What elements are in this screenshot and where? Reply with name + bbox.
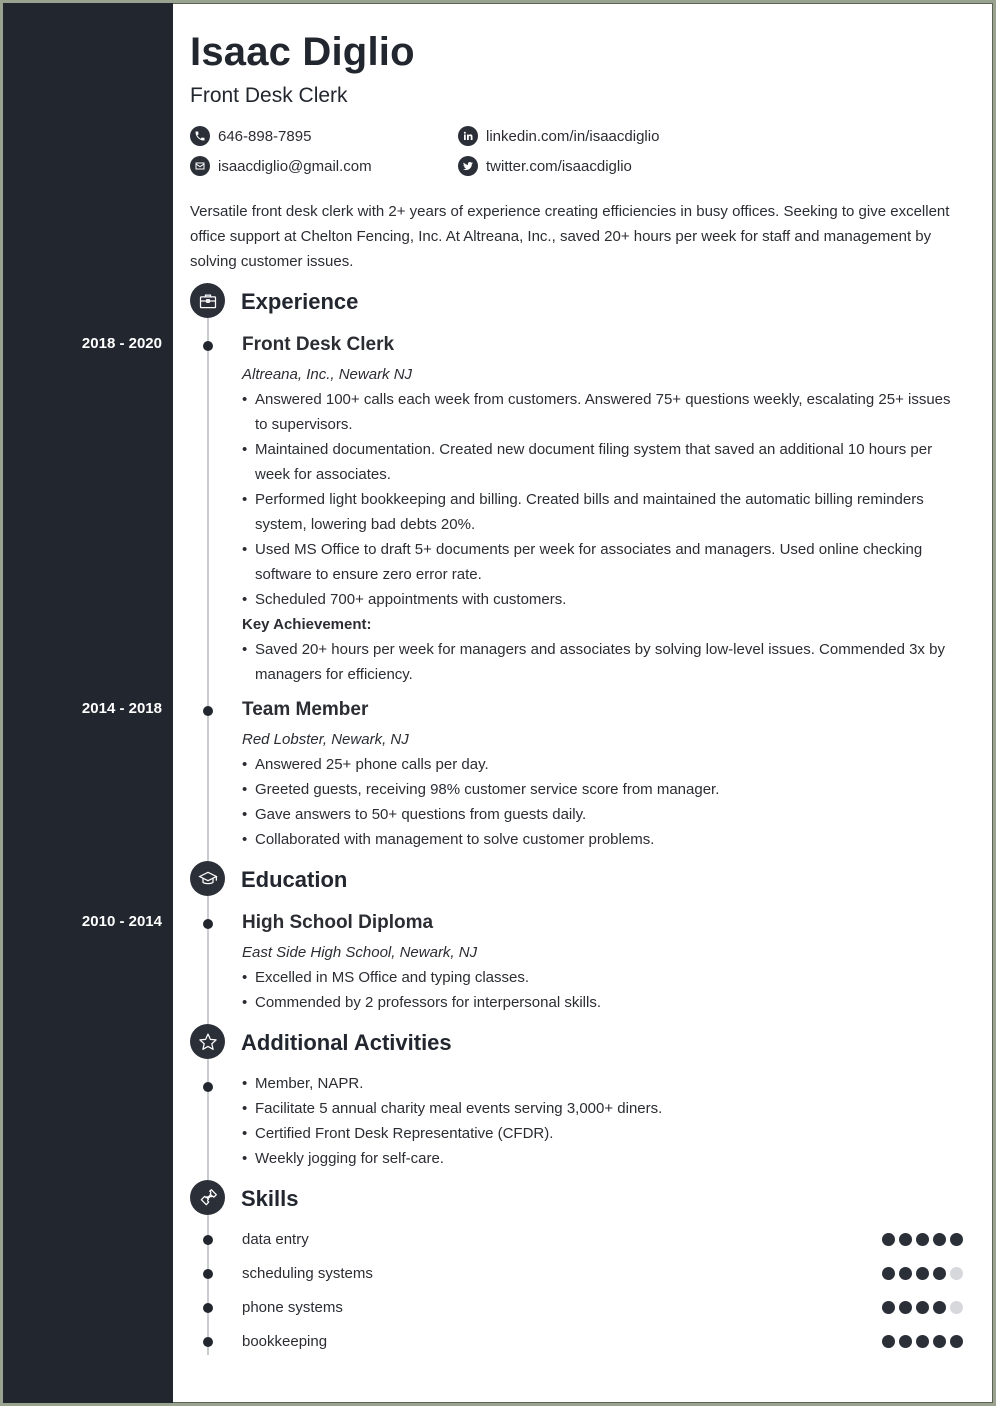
job-title: Team Member [242,699,369,720]
education-bullets [242,965,957,1015]
rating-dot-filled [899,1267,912,1280]
job-dates: 2014 - 2018 [81,700,162,717]
job-bullets [242,387,957,612]
twitter-link[interactable]: twitter.com/isaacdiglio [486,157,632,175]
skill-rating [882,1301,963,1314]
school-name: East Side High School, Newark, NJ [242,944,478,961]
profile-summary: Versatile front desk clerk with 2+ years of experience creating efficiencies in busy offices. Seeking to give excellent office support at Chelton Fencing, Inc. At Altreana, Inc., saved 20+ hours per week for staff and management by solving customer issues. [190,203,950,270]
star-icon [190,1024,225,1059]
key-achievement-bullets [242,637,957,687]
twitter-icon [458,156,478,176]
linkedin-icon [458,126,478,146]
section-title-activities: Additional Activities [241,1030,452,1055]
briefcase-icon [190,283,225,318]
list-item: • Excelled in MS Office and typing classes. [242,965,957,990]
list-item: • Greeted guests, receiving 98% customer service score from manager. [242,777,957,802]
rating-dot-filled [882,1335,895,1348]
skill-rating [882,1335,963,1348]
skill-rating [882,1267,963,1280]
list-item: • Certified Front Desk Representative (CFDR). [242,1121,957,1146]
rating-dot-filled [882,1267,895,1280]
timeline-line [207,1059,209,1180]
candidate-name: Isaac Diglio [190,30,415,74]
skill-name: data entry [242,1231,309,1248]
list-item: • Answered 100+ calls each week from customers. Answered 75+ questions weekly, escalating 25+ issues to supervisors. [242,387,957,437]
job-bullets [242,752,957,852]
skill-name: bookkeeping [242,1333,328,1350]
contact-linkedin [458,126,659,146]
job-dates: 2018 - 2020 [81,335,162,352]
graduation-cap-icon [190,861,225,896]
timeline-dot [203,1235,213,1245]
rating-dot-filled [916,1267,929,1280]
key-achievement-label: Key Achievement: [242,616,372,633]
rating-dot-filled [882,1301,895,1314]
rating-dot-empty [950,1301,963,1314]
linkedin-link[interactable]: linkedin.com/in/isaacdiglio [486,127,660,145]
timeline-dot [203,706,213,716]
activities-list [242,1071,957,1171]
rating-dot-empty [950,1267,963,1280]
rating-dot-filled [916,1233,929,1246]
section-title-experience: Experience [241,289,359,314]
rating-dot-filled [899,1301,912,1314]
timeline-dot [203,1082,213,1092]
envelope-icon [190,156,210,176]
list-item: • Gave answers to 50+ questions from guests daily. [242,802,957,827]
job-company: Altreana, Inc., Newark NJ [242,366,413,383]
timeline-line [207,318,209,861]
candidate-title: Front Desk Clerk [190,84,348,107]
rating-dot-filled [933,1301,946,1314]
rating-dot-filled [933,1267,946,1280]
rating-dot-filled [933,1233,946,1246]
education-dates: 2010 - 2014 [81,913,162,930]
contact-twitter [458,156,632,176]
job-title: Front Desk Clerk [242,334,395,355]
list-item: • Scheduled 700+ appointments with customers. [242,587,957,612]
skill-name: phone systems [242,1299,343,1316]
section-title-education: Education [241,867,348,892]
phone-text: 646-898-7895 [218,127,312,145]
list-item: • Commended by 2 professors for interpersonal skills. [242,990,957,1015]
rating-dot-filled [933,1335,946,1348]
list-item: • Collaborated with management to solve customer problems. [242,827,957,852]
list-item: • Maintained documentation. Created new document filing system that saved an additional 10 hours per week for associates. [242,437,957,487]
contact-email [190,156,372,176]
list-item: • Member, NAPR. [242,1071,957,1096]
timeline-dot [203,919,213,929]
rating-dot-filled [916,1335,929,1348]
list-item: • Answered 25+ phone calls per day. [242,752,957,777]
skill-rating [882,1233,963,1246]
timeline-dot [203,1337,213,1347]
rating-dot-filled [882,1233,895,1246]
email-link[interactable]: isaacdiglio@gmail.com [218,157,372,175]
rating-dot-filled [899,1233,912,1246]
timeline-dot [203,1269,213,1279]
list-item: • Performed light bookkeeping and billing. Created bills and maintained the automatic billing reminders system, lowering bad debts 20%. [242,487,957,537]
timeline-dot [203,1303,213,1313]
timeline-line [207,896,209,1025]
section-title-skills: Skills [241,1186,299,1211]
list-item: • Saved 20+ hours per week for managers and associates by solving low-level issues. Commended 3x by managers for efficiency. [242,637,957,687]
list-item: • Used MS Office to draft 5+ documents per week for associates and managers. Used online checking software to ensure zero error rate. [242,537,957,587]
timeline-dot [203,341,213,351]
skill-name: scheduling systems [242,1265,373,1282]
contact-phone [190,126,311,146]
list-item: • Weekly jogging for self-care. [242,1146,957,1171]
rating-dot-filled [899,1335,912,1348]
rating-dot-filled [950,1335,963,1348]
rating-dot-filled [916,1301,929,1314]
list-item: • Facilitate 5 annual charity meal events serving 3,000+ diners. [242,1096,957,1121]
rating-dot-filled [950,1233,963,1246]
job-company: Red Lobster, Newark, NJ [242,731,409,748]
degree-title: High School Diploma [242,912,434,933]
phone-icon [190,126,210,146]
puzzle-icon [190,1180,225,1215]
